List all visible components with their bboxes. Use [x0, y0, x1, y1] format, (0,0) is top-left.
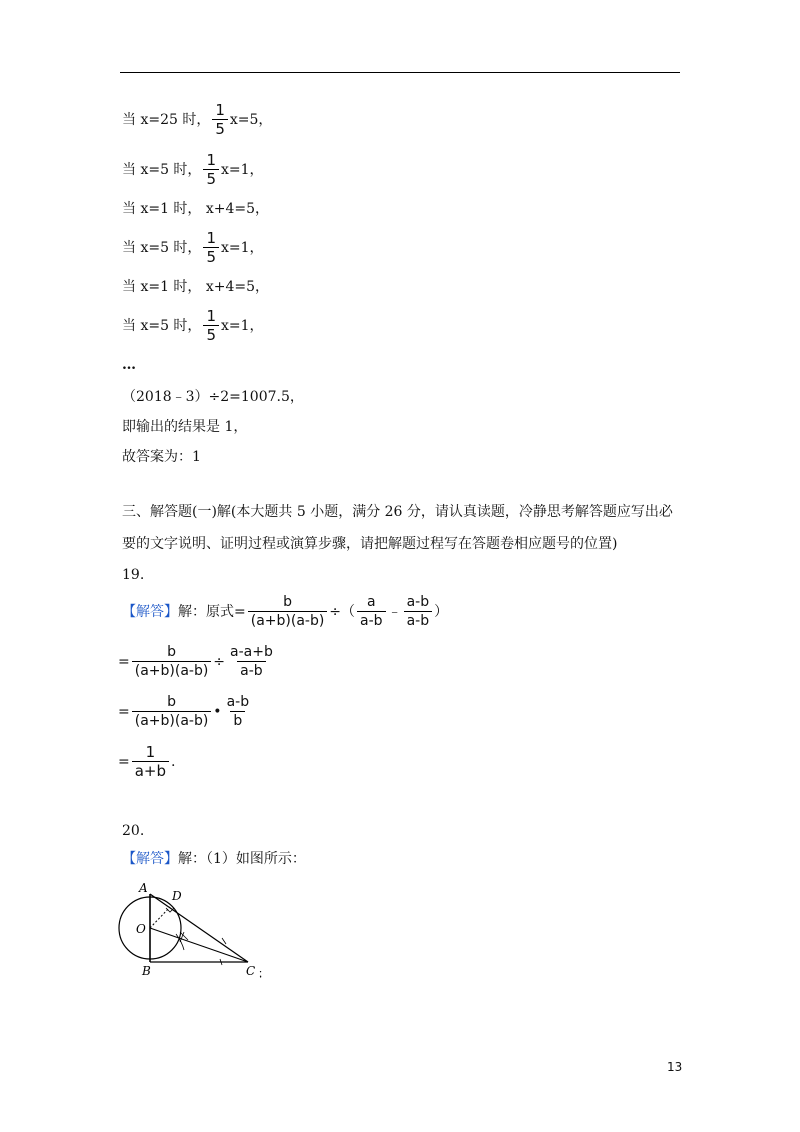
numerator: b [283, 594, 292, 610]
denominator: 5 [203, 325, 219, 343]
numerator: 1 [206, 151, 216, 169]
denominator: a-b [357, 611, 386, 629]
line-text: 当 x=1 时， x+4=5， [122, 201, 270, 217]
tick-mark [222, 938, 226, 944]
fraction [404, 594, 433, 629]
label-c: C [246, 964, 256, 978]
denominator: 5 [212, 119, 228, 137]
numerator: b [167, 694, 176, 710]
line-text: 故答案为：1 [122, 449, 201, 465]
question-number-19 [122, 566, 144, 584]
line-text: （2018﹣3）÷2=1007.5， [122, 389, 304, 405]
line-text: x=5， [229, 111, 273, 128]
fraction [132, 744, 169, 779]
line-text: 当 x=5 时， [122, 239, 202, 256]
answer-tag: 【解答】 [122, 851, 178, 867]
line-text: 当 x=25 时， [122, 111, 211, 128]
numerator: 1 [206, 307, 216, 325]
numerator: 1 [145, 743, 156, 761]
denominator: (a+b)(a-b) [132, 661, 212, 679]
question-number-20 [122, 822, 144, 840]
line-text: x=1， [220, 161, 264, 178]
operator: ÷ [213, 653, 226, 670]
q19-step-2 [118, 644, 278, 679]
fraction [203, 230, 219, 265]
label-a: A [139, 881, 148, 895]
line-text: 当 x=5 时， [122, 317, 202, 334]
denominator: (a+b)(a-b) [248, 611, 328, 629]
denominator: a-b [237, 661, 266, 679]
operator: . [171, 753, 176, 770]
fraction [227, 644, 276, 679]
solution-line-5 [122, 278, 269, 296]
fraction [132, 644, 212, 679]
q19-step-3 [118, 694, 254, 729]
denominator: a+b [132, 761, 169, 779]
line-text: x=1， [220, 239, 264, 256]
answer-tag: 【解答】 [122, 603, 178, 620]
solution-line-1 [122, 102, 272, 137]
fraction [248, 594, 328, 629]
fraction [203, 152, 219, 187]
numerator: 1 [206, 229, 216, 247]
operator: = [118, 753, 130, 770]
denominator: 5 [203, 169, 219, 187]
answer-line [122, 448, 201, 466]
numerator: a-b [406, 594, 430, 610]
q19-step-4 [118, 744, 175, 779]
ellipsis [122, 356, 136, 374]
numerator: a-a+b [230, 644, 273, 660]
page-number: 13 [667, 1060, 683, 1074]
line-text: 即输出的结果是 1， [122, 419, 248, 435]
operator: • [213, 703, 222, 720]
operator: = [118, 653, 130, 670]
fraction [224, 694, 253, 729]
line-ac [150, 894, 248, 962]
numerator: 1 [215, 101, 225, 119]
solution-line-4 [122, 230, 264, 265]
result-line [122, 418, 247, 436]
operator: ÷（ [329, 603, 356, 620]
line-text: 当 x=5 时， [122, 161, 202, 178]
semicolon: ； [258, 967, 269, 978]
denominator: 5 [203, 247, 219, 265]
label-b: B [142, 964, 151, 978]
solution-line-6 [122, 308, 264, 343]
line-od [150, 907, 170, 928]
label-o: O [136, 922, 146, 936]
q20-answer-line [122, 850, 306, 868]
header-rule [120, 72, 680, 73]
numerator: b [167, 644, 176, 660]
section-heading [122, 496, 682, 560]
solution-line-3 [122, 200, 269, 218]
q19-step-1 [122, 594, 448, 629]
operator: ﹣ [387, 603, 402, 620]
ellipsis-text: … [122, 357, 136, 373]
line-text: 当 x=1 时， x+4=5， [122, 279, 270, 295]
geometry-figure [114, 878, 274, 978]
line-text: x=1， [220, 317, 264, 334]
question-number: 19. [122, 567, 145, 583]
denominator: a-b [404, 611, 433, 629]
numerator: a [367, 594, 376, 610]
operator: = [118, 703, 130, 720]
section-heading-text: 三、解答题(一)解(本大题共 5 小题，满分 26 分，请认真读题，冷静思考解答题应写出必要的文字说明、证明过程或演算步骤，请把解题过程写在答题卷相应题号的位置) [122, 504, 673, 552]
line-text: 解：原式= [178, 603, 246, 620]
numerator: a-b [226, 694, 250, 710]
calc-line [122, 388, 304, 406]
operator: ） [434, 603, 449, 620]
fraction [132, 694, 212, 729]
question-number: 20. [122, 823, 145, 839]
line-oc [150, 928, 248, 962]
denominator: (a+b)(a-b) [132, 711, 212, 729]
line-text: 解：（1）如图所示： [178, 851, 306, 867]
label-d: D [172, 889, 182, 903]
denominator: b [230, 711, 245, 729]
fraction [203, 308, 219, 343]
fraction [357, 594, 386, 629]
solution-line-2 [122, 152, 264, 187]
fraction [212, 102, 228, 137]
